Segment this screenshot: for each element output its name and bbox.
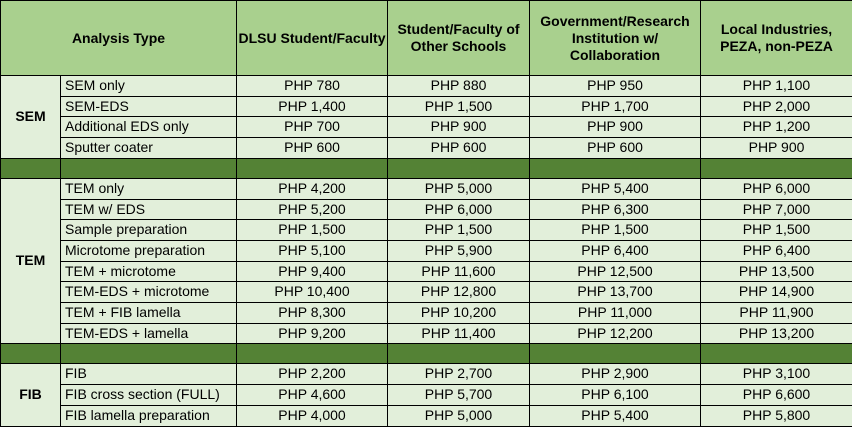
price-cell: PHP 5,900 [388,240,530,261]
group-label-fib: FIB [1,364,61,426]
price-cell: PHP 1,500 [701,220,852,241]
item-cell: FIB [61,364,237,385]
price-cell: PHP 3,100 [701,364,852,385]
price-cell: PHP 11,900 [701,303,852,324]
item-cell: TEM-EDS + lamella [61,323,237,344]
item-cell: SEM-EDS [61,96,237,117]
separator-cell [530,344,701,364]
price-cell: PHP 1,500 [237,220,388,241]
price-cell: PHP 1,400 [237,96,388,117]
price-cell: PHP 1,500 [388,96,530,117]
price-cell: PHP 5,200 [237,199,388,220]
separator-cell [61,158,237,178]
table-row [1,76,852,97]
table-row [1,323,852,344]
price-cell: PHP 5,800 [701,405,852,426]
item-cell: Sputter coater [61,138,237,159]
price-cell: PHP 5,100 [237,240,388,261]
header-analysis-type: Analysis Type [1,1,237,76]
price-cell: PHP 4,600 [237,385,388,406]
price-cell: PHP 12,200 [530,323,701,344]
header-other-schools: Student/Faculty of Other Schools [388,1,530,76]
price-cell: PHP 5,400 [530,178,701,199]
item-cell: FIB cross section (FULL) [61,385,237,406]
item-cell: SEM only [61,76,237,97]
separator-cell [388,344,530,364]
price-cell: PHP 950 [530,76,701,97]
price-cell: PHP 12,800 [388,282,530,303]
price-cell: PHP 780 [237,76,388,97]
price-cell: PHP 900 [701,138,852,159]
header-industries: Local Industries, PEZA, non-PEZA [701,1,852,76]
price-cell: PHP 1,500 [530,220,701,241]
price-cell: PHP 13,200 [701,323,852,344]
group-label-sem: SEM [1,76,61,159]
section-separator [1,344,852,364]
item-cell: TEM + microtome [61,261,237,282]
price-cell: PHP 11,400 [388,323,530,344]
separator-cell [237,344,388,364]
price-cell: PHP 10,400 [237,282,388,303]
price-cell: PHP 9,200 [237,323,388,344]
item-cell: TEM-EDS + microtome [61,282,237,303]
price-cell: PHP 14,900 [701,282,852,303]
price-cell: PHP 600 [237,138,388,159]
price-cell: PHP 6,000 [388,199,530,220]
price-cell: PHP 600 [530,138,701,159]
price-cell: PHP 9,400 [237,261,388,282]
header-dlsu: DLSU Student/Faculty [237,1,388,76]
item-cell: TEM only [61,178,237,199]
separator-cell [61,344,237,364]
table-row [1,261,852,282]
item-cell: Microtome preparation [61,240,237,261]
price-cell: PHP 1,200 [701,117,852,138]
price-cell: PHP 6,400 [701,240,852,261]
price-cell: PHP 4,000 [237,405,388,426]
table-row [1,303,852,324]
price-cell: PHP 6,000 [701,178,852,199]
item-cell: Sample preparation [61,220,237,241]
price-cell: PHP 1,100 [701,76,852,97]
table-row [1,96,852,117]
price-cell: PHP 2,200 [237,364,388,385]
price-cell: PHP 880 [388,76,530,97]
price-cell: PHP 6,300 [530,199,701,220]
item-cell: Additional EDS only [61,117,237,138]
separator-cell [701,158,852,178]
price-cell: PHP 5,700 [388,385,530,406]
price-cell: PHP 4,200 [237,178,388,199]
price-cell: PHP 2,900 [530,364,701,385]
price-cell: PHP 13,700 [530,282,701,303]
header-row [1,1,852,76]
price-cell: PHP 11,600 [388,261,530,282]
item-cell: TEM w/ EDS [61,199,237,220]
table-row [1,405,852,426]
price-cell: PHP 1,500 [388,220,530,241]
price-cell: PHP 600 [388,138,530,159]
price-cell: PHP 5,000 [388,178,530,199]
table-row [1,199,852,220]
table-row [1,282,852,303]
table-row [1,117,852,138]
separator-cell [1,158,61,178]
separator-cell [701,344,852,364]
price-cell: PHP 6,400 [530,240,701,261]
price-cell: PHP 8,300 [237,303,388,324]
price-cell: PHP 12,500 [530,261,701,282]
price-cell: PHP 2,000 [701,96,852,117]
item-cell: FIB lamella preparation [61,405,237,426]
price-cell: PHP 1,700 [530,96,701,117]
price-cell: PHP 700 [237,117,388,138]
separator-cell [530,158,701,178]
item-cell: TEM + FIB lamella [61,303,237,324]
separator-cell [1,344,61,364]
price-cell: PHP 900 [530,117,701,138]
header-government: Government/Research Institution w/ Collaboration [530,1,701,76]
price-cell: PHP 11,000 [530,303,701,324]
table-row [1,240,852,261]
table-row [1,385,852,406]
price-cell: PHP 2,700 [388,364,530,385]
separator-cell [388,158,530,178]
table-row [1,364,852,385]
price-cell: PHP 6,600 [701,385,852,406]
price-cell: PHP 6,100 [530,385,701,406]
section-separator [1,158,852,178]
price-cell: PHP 7,000 [701,199,852,220]
group-label-tem: TEM [1,178,61,344]
price-cell: PHP 900 [388,117,530,138]
table-row [1,138,852,159]
table-row [1,220,852,241]
price-cell: PHP 5,000 [388,405,530,426]
price-cell: PHP 10,200 [388,303,530,324]
price-cell: PHP 13,500 [701,261,852,282]
separator-cell [237,158,388,178]
table-row [1,178,852,199]
price-cell: PHP 5,400 [530,405,701,426]
